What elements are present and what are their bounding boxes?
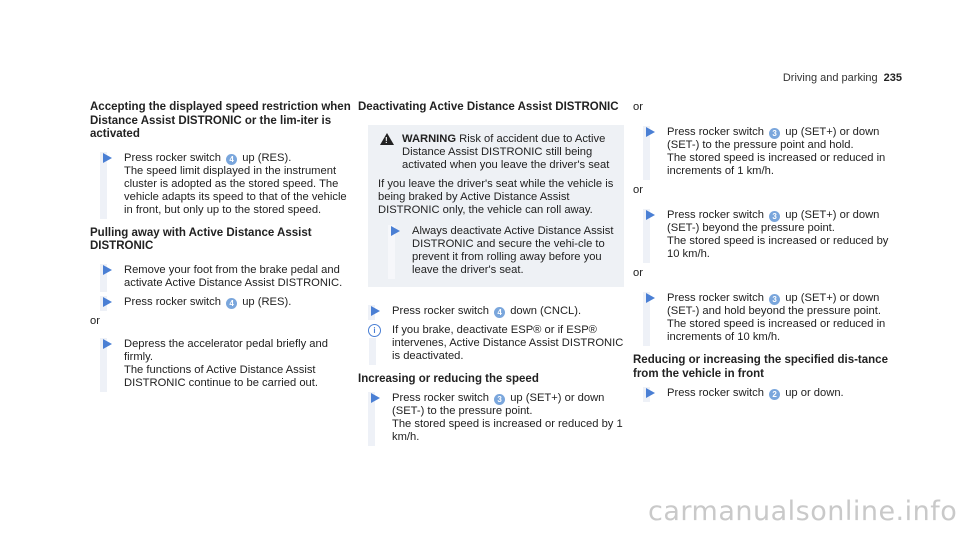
step-press-set: Press rocker switch 3 up (SET+) or down (SET-) to the pressure point. The stored speed is increased or reduced by 1 km/h. — [358, 392, 624, 444]
step-press-distance: Press rocker switch 2 up or down. — [633, 387, 895, 400]
heading-accepting-speed-restriction: Accepting the displayed speed restriction when Distance Assist DISTRONIC or the lim-iter is activated — [90, 101, 351, 140]
rocker-switch-number-icon: 2 — [769, 389, 780, 400]
info-icon: i — [368, 324, 381, 337]
step-arrow-icon — [646, 210, 655, 220]
heading-specified-distance: Reducing or increasing the specified dis-tance from the vehicle in front — [633, 354, 888, 380]
step-press-hold: Press rocker switch 3 up (SET+) or down (SET-) to the pressure point and hold. The stored speed is increased or reduced in increments of 1 km/h. — [633, 126, 895, 178]
heading-deactivating: Deactivating Active Distance Assist DISTRONIC — [358, 101, 619, 113]
step-depress-accelerator: Depress the accelerator pedal briefly and firmly. The functions of Active Distance Assist DISTRONIC continue to be carried out. — [90, 338, 352, 390]
step-arrow-icon — [103, 265, 112, 275]
step-arrow-icon — [103, 339, 112, 349]
rocker-switch-number-icon: 3 — [769, 128, 780, 139]
step-arrow-icon — [646, 293, 655, 303]
rocker-switch-number-icon: 4 — [226, 154, 237, 165]
rocker-switch-number-icon: 4 — [494, 307, 505, 318]
column-1 — [90, 101, 352, 396]
warning-step: Always deactivate Active Distance Assist DISTRONIC and secure the vehi-cle to prevent it from rolling away before you leave the driver's seat. — [378, 225, 614, 277]
step-arrow-icon — [371, 306, 380, 316]
step-press-cncl: Press rocker switch 4 down (CNCL). — [358, 305, 624, 318]
step-remove-foot: Remove your foot from the brake pedal and activate Active Distance Assist DISTRONIC. — [90, 264, 352, 290]
warning-label: WARNING — [402, 132, 457, 145]
step-arrow-icon — [103, 297, 112, 307]
info-note: i If you brake, deactivate ESP® or if ESP® intervenes, Active Distance Assist DISTRONIC is deactivated. — [358, 324, 624, 363]
watermark: carmanualsonline.info — [648, 496, 958, 527]
rocker-switch-number-icon: 3 — [769, 294, 780, 305]
warning-box — [368, 125, 624, 287]
step-arrow-icon — [391, 226, 400, 236]
step-press-beyond: Press rocker switch 3 up (SET+) or down (SET-) beyond the pressure point. The stored speed is increased or reduced by 10 km/h. — [633, 209, 895, 261]
or-separator: or — [633, 101, 643, 113]
rocker-switch-number-icon: 3 — [494, 394, 505, 405]
step-result: The speed limit displayed in the instrument cluster is adopted as the stored speed. The vehicle adapts its speed to that of the vehicle in front, but only up to the stored speed. — [124, 164, 347, 216]
column-3 — [633, 101, 895, 406]
step-arrow-icon — [646, 388, 655, 398]
heading-increasing-reducing: Increasing or reducing the speed — [358, 372, 539, 385]
step-arrow-icon — [103, 153, 112, 163]
step-press-res: Press rocker switch 4 up (RES). The speed limit displayed in the instrument cluster is adopted as the stored speed. The vehicle adapts its speed to that of the vehicle in front, but only up to the stored speed. — [90, 152, 352, 217]
warning-body: If you leave the driver's seat while the vehicle is being braked by Active Distance Assist DISTRONIC only, the vehicle can roll away. — [378, 177, 614, 216]
page-header — [783, 72, 902, 84]
warning-icon — [380, 133, 394, 145]
or-separator: or — [633, 184, 643, 196]
step-arrow-icon — [646, 127, 655, 137]
page-number: 235 — [883, 72, 902, 84]
step-press-hold-beyond: Press rocker switch 3 up (SET+) or down (SET-) and hold beyond the pressure point. The stored speed is increased or reduced in increments of 10 km/h. — [633, 292, 895, 344]
section-title: Driving and parking — [782, 72, 878, 84]
step-arrow-icon — [371, 393, 380, 403]
rocker-switch-number-icon: 3 — [769, 211, 780, 222]
column-2 — [358, 101, 624, 450]
warning-heading: Risk of accident due to Active Distance Assist DISTRONIC still being activated when you leave the driver's seat — [402, 132, 610, 171]
or-separator: or — [90, 314, 100, 327]
or-separator: or — [633, 267, 643, 279]
heading-pulling-away: Pulling away with Active Distance Assist DISTRONIC — [90, 226, 312, 252]
rocker-switch-number-icon: 4 — [226, 298, 237, 309]
step-press-res-2: Press rocker switch 4 up (RES). — [90, 296, 352, 309]
